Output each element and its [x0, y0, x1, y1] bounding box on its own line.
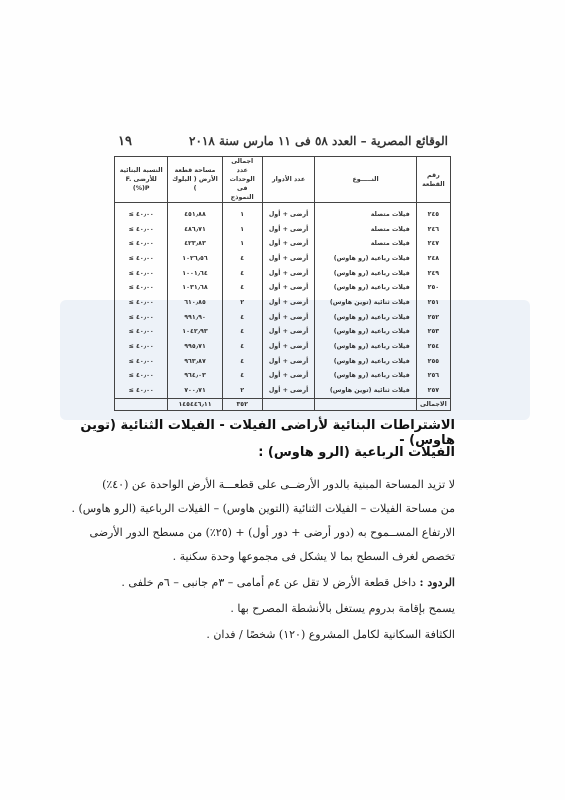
cell-plot-number: ٢٤٨ [416, 251, 450, 266]
col-units: اجمالى عدد الوحدات فى النموذج [222, 157, 262, 203]
table-row [115, 383, 451, 398]
cell-units: ٤ [222, 325, 262, 340]
table-row [115, 369, 451, 384]
cell-floors: أرضى + أول [262, 203, 315, 222]
cell-ratio: ٤٠٫٠٠ ≥ [115, 280, 168, 295]
cell-ratio: ٤٠٫٠٠ ≥ [115, 236, 168, 251]
table-row [115, 310, 451, 325]
cell-area: ٤٨٦٫٧١ [168, 222, 222, 237]
setbacks-paragraph [35, 576, 455, 589]
cell-area: ٩٦٣٫٨٧ [168, 354, 222, 369]
cell-type: فيلات رباعية (رو هاوس) [315, 280, 416, 295]
cell-units: ٤ [222, 354, 262, 369]
total-units: ٣٥٢ [222, 398, 262, 410]
cell-floors: أرضى + أول [262, 383, 315, 398]
cell-units: ٢ [222, 295, 262, 310]
cell-units: ١ [222, 236, 262, 251]
cell-floors: أرضى + أول [262, 295, 315, 310]
cell-floors: أرضى + أول [262, 251, 315, 266]
total-row [115, 398, 451, 410]
cell-area: ١٠٢٦٫٥٦ [168, 251, 222, 266]
cell-type: فيلات رباعية (رو هاوس) [315, 339, 416, 354]
table-row [115, 266, 451, 281]
cell-plot-number: ٢٤٧ [416, 236, 450, 251]
cell-units: ١ [222, 222, 262, 237]
cell-ratio: ٤٠٫٠٠ ≥ [115, 325, 168, 340]
cell-plot-number: ٢٥١ [416, 295, 450, 310]
col-ratio: النسبة البنائية للأرضى F. P(%) [115, 157, 168, 203]
paragraph: يسمح بإقامة بدروم يستغل بالأنشطة المصرح بها . [230, 602, 455, 615]
cell-plot-number: ٢٥٢ [416, 310, 450, 325]
cell-floors: أرضى + أول [262, 325, 315, 340]
page-number: ١٩ [118, 133, 132, 149]
plots-table [114, 156, 451, 411]
table-row [115, 354, 451, 369]
cell-area: ٩٦٤٫٠٣ [168, 369, 222, 384]
table-row [115, 251, 451, 266]
cell-area: ٧٠٠٫٧١ [168, 383, 222, 398]
cell-plot-number: ٢٥٥ [416, 354, 450, 369]
cell-ratio: ٤٠٫٠٠ ≥ [115, 339, 168, 354]
cell-plot-number: ٢٥٣ [416, 325, 450, 340]
cell-plot-number: ٢٥٧ [416, 383, 450, 398]
paragraph: لا تزيد المساحة المبنية بالدور الأرضــى على قطعـــة الأرض الواحدة عن (٤٠٪) [102, 478, 455, 491]
total-empty [262, 398, 315, 410]
cell-area: ٤٢٣٫٨٣ [168, 236, 222, 251]
cell-type: فيلات متصلة [315, 203, 416, 222]
cell-ratio: ٤٠٫٠٠ ≥ [115, 203, 168, 222]
cell-floors: أرضى + أول [262, 280, 315, 295]
cell-floors: أرضى + أول [262, 266, 315, 281]
cell-units: ٤ [222, 266, 262, 281]
total-empty [115, 398, 168, 410]
cell-floors: أرضى + أول [262, 339, 315, 354]
cell-plot-number: ٢٥٦ [416, 369, 450, 384]
col-type: النـــــوع [315, 157, 416, 203]
cell-plot-number: ٢٥٠ [416, 280, 450, 295]
cell-type: فيلات رباعية (رو هاوس) [315, 310, 416, 325]
total-label: الاجمالى [416, 398, 450, 410]
cell-units: ٤ [222, 310, 262, 325]
cell-type: فيلات رباعية (رو هاوس) [315, 369, 416, 384]
cell-area: ٩٩١٫٩٠ [168, 310, 222, 325]
paragraph: من مساحة الفيلات – الفيلات الثنائية (التوين هاوس) – الفيلات الرباعية (الرو هاوس) . [71, 502, 455, 515]
cell-type: فيلات رباعية (رو هاوس) [315, 325, 416, 340]
table-row [115, 339, 451, 354]
paragraph: الكثافة السكانية لكامل المشروع (١٢٠) شخصًا / فدان . [206, 628, 455, 641]
col-area: مساحة قطعة الأرض ( البلوك ) [168, 157, 222, 203]
cell-units: ٤ [222, 369, 262, 384]
cell-type: فيلات متصلة [315, 236, 416, 251]
cell-ratio: ٤٠٫٠٠ ≥ [115, 310, 168, 325]
cell-type: فيلات متصلة [315, 222, 416, 237]
setbacks-text: داخل قطعة الأرض لا تقل عن ٤م أمامى – ٣م جانبى – ٦م خلفى . [121, 576, 420, 589]
cell-area: ١٠٤٢٫٩٣ [168, 325, 222, 340]
cell-ratio: ٤٠٫٠٠ ≥ [115, 369, 168, 384]
table-row [115, 295, 451, 310]
cell-type: فيلات ثنائية (توين هاوس) [315, 295, 416, 310]
cell-ratio: ٤٠٫٠٠ ≥ [115, 266, 168, 281]
cell-floors: أرضى + أول [262, 310, 315, 325]
page-header [118, 130, 448, 152]
table-row [115, 325, 451, 340]
col-floors: عدد الأدوار [262, 157, 315, 203]
cell-plot-number: ٢٤٥ [416, 203, 450, 222]
cell-ratio: ٤٠٫٠٠ ≥ [115, 295, 168, 310]
cell-floors: أرضى + أول [262, 369, 315, 384]
setbacks-label: الردود : [419, 576, 455, 589]
col-plot-number: رقم القطعة [416, 157, 450, 203]
cell-type: فيلات رباعية (رو هاوس) [315, 266, 416, 281]
paragraph: تخصص لغرف السطح بما لا يشكل فى مجموعها وحدة سكنية . [172, 550, 455, 563]
cell-plot-number: ٢٤٦ [416, 222, 450, 237]
cell-plot-number: ٢٥٤ [416, 339, 450, 354]
header-title: الوقائع المصرية – العدد ٥٨ فى ١١ مارس سنة ٢٠١٨ [189, 134, 448, 148]
table-row [115, 280, 451, 295]
cell-floors: أرضى + أول [262, 222, 315, 237]
cell-ratio: ٤٠٫٠٠ ≥ [115, 354, 168, 369]
cell-plot-number: ٢٤٩ [416, 266, 450, 281]
cell-units: ٤ [222, 339, 262, 354]
cell-floors: أرضى + أول [262, 354, 315, 369]
cell-type: فيلات رباعية (رو هاوس) [315, 354, 416, 369]
section-heading-cont: الفيلات الرباعية (الرو هاوس) : [258, 445, 455, 460]
cell-type: فيلات رباعية (رو هاوس) [315, 251, 416, 266]
cell-area: ١٠٣١٫٦٨ [168, 280, 222, 295]
cell-area: ٤٥١٫٨٨ [168, 203, 222, 222]
cell-area: ٩٩٥٫٧١ [168, 339, 222, 354]
cell-floors: أرضى + أول [262, 236, 315, 251]
total-empty [315, 398, 416, 410]
cell-units: ٤ [222, 251, 262, 266]
cell-area: ١٠٠١٫٦٤ [168, 266, 222, 281]
cell-ratio: ٤٠٫٠٠ ≥ [115, 251, 168, 266]
cell-units: ١ [222, 203, 262, 222]
section-heading: الاشتراطات البنائية لأراضى الفيلات - الفيلات الثنائية (توين هاوس) - [80, 418, 455, 448]
table-row [115, 236, 451, 251]
cell-area: ٦١٠٫٨٥ [168, 295, 222, 310]
total-area: ١٤٥٤٤٦٫١١ [168, 398, 222, 410]
table-header-row [115, 157, 451, 203]
cell-ratio: ٤٠٫٠٠ ≥ [115, 383, 168, 398]
cell-units: ٤ [222, 280, 262, 295]
table-row [115, 222, 451, 237]
table-row [115, 203, 451, 222]
paragraph: الارتفاع المســموح به (دور أرضى + دور أول) + (٢٥٪) من مسطح الدور الأرضى [89, 526, 455, 539]
cell-type: فيلات ثنائية (توين هاوس) [315, 383, 416, 398]
cell-units: ٢ [222, 383, 262, 398]
cell-ratio: ٤٠٫٠٠ ≥ [115, 222, 168, 237]
